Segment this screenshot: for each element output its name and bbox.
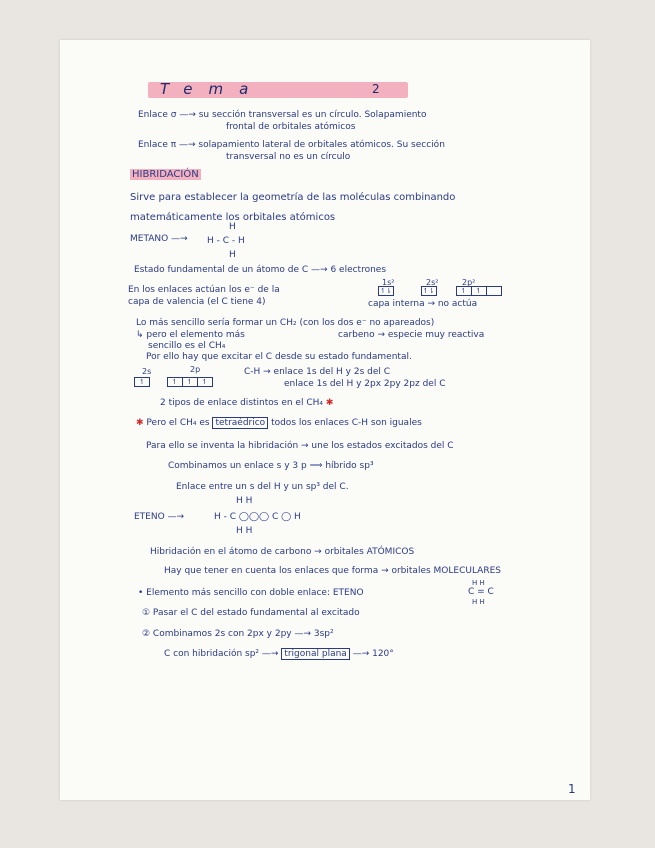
orbital-2s: ↿: [134, 377, 150, 387]
label-2s: 2s: [142, 367, 152, 376]
text-line: carbeno → especie muy reactiva: [338, 330, 485, 340]
methane-bottom: H: [229, 250, 236, 260]
ethene-small-bottom: H H: [472, 598, 485, 606]
text-span: todos los enlaces C-H son iguales: [271, 418, 422, 428]
pi-line-1: Enlace π —→ solapamiento lateral de orbitales atómicos. Su sección: [138, 140, 445, 150]
label-2s: 2s²: [426, 278, 439, 287]
boxed-word: tetraédrico: [212, 417, 268, 429]
text-line: Estado fundamental de un átomo de C —→ 6 electrones: [134, 265, 387, 275]
text-line: matemáticamente los orbitales atómicos: [130, 212, 336, 223]
text-span: C con hibridación sp² —→: [164, 649, 279, 659]
text-line: Hay que tener en cuenta los enlaces que forma → orbitales MOLECULARES: [164, 566, 501, 576]
ethene-bottom: H H: [236, 526, 253, 536]
excited-orbital-boxes: [134, 377, 212, 389]
title-number: 2: [372, 82, 380, 96]
text-span: 2 tipos de enlace distintos en el CH₄: [160, 398, 323, 408]
ground-orbital-boxes: [378, 286, 501, 298]
ethene-small-top: H H: [472, 579, 485, 587]
orbital-2p-y: ↿: [182, 377, 198, 387]
text-line: • Elemento más sencillo con doble enlace: ETENO: [138, 588, 364, 598]
text-line: Enlace entre un s del H y un sp³ del C.: [176, 482, 349, 492]
methane-top: H: [229, 222, 236, 232]
pi-line-2: transversal no es un círculo: [226, 152, 351, 162]
ethene-mid: H - C ◯◯◯ C ◯ H: [214, 512, 301, 522]
sigma-line-1: Enlace σ —→ su sección transversal es un círculo. Solapamiento: [138, 110, 427, 120]
page-number: 1: [568, 782, 576, 796]
text-line: ① Pasar el C del estado fundamental al excitado: [142, 608, 360, 618]
text-line: capa de valencia (el C tiene 4): [128, 297, 266, 307]
label-2p: 2p: [190, 365, 201, 374]
heading-hibridacion: [130, 169, 201, 180]
text-line: C-H → enlace 1s del H y 2s del C: [244, 367, 391, 377]
text-line: Sirve para establecer la geometría de las moléculas combinando: [130, 192, 456, 203]
text-line: Para ello se inventa la hibridación → une los estados excitados del C: [146, 441, 454, 451]
orbital-1s: ↿⇂: [378, 286, 394, 296]
orbital-2p-y: ↿: [471, 286, 487, 296]
text-line: sencillo es el CH₄: [148, 341, 226, 351]
text-line: [160, 398, 333, 409]
label-1s: 1s²: [382, 278, 395, 287]
text-line: Por ello hay que excitar el C desde su estado fundamental.: [146, 352, 412, 362]
text-line: ② Combinamos 2s con 2px y 2py —→ 3sp²: [142, 629, 334, 639]
text-line: Lo más sencillo sería formar un CH₂ (con los dos e⁻ no apareados): [136, 318, 435, 328]
text-line: enlace 1s del H y 2px 2py 2pz del C: [284, 379, 446, 389]
orbital-2p-x: ↿: [456, 286, 472, 296]
text-span: Pero el CH₄ es: [146, 418, 210, 428]
text-line: ↳ pero el elemento más: [136, 330, 245, 340]
text-line: En los enlaces actúan los e⁻ de la: [128, 285, 280, 295]
boxed-word: trigonal plana: [281, 648, 349, 660]
orbital-2p-z: ↿: [197, 377, 213, 387]
eteno-label: ETENO —→: [134, 512, 185, 522]
heading-hibridacion-text: HIBRIDACIÓN: [132, 169, 199, 180]
text-line: [164, 649, 394, 660]
ethene-small-mid: C = C: [468, 587, 494, 597]
text-line: [136, 418, 422, 429]
text-line: Combinamos un enlace s y 3 p ⟹ híbrido sp³: [168, 461, 374, 471]
asterisk-icon: ✱: [136, 418, 144, 428]
metano-label: METANO —→: [130, 234, 188, 244]
orbital-2p-z: [486, 286, 502, 296]
text-line: capa interna → no actúa: [368, 299, 478, 309]
text-line: Hibridación en el átomo de carbono → orbitales ATÓMICOS: [150, 547, 415, 557]
sigma-line-2: frontal de orbitales atómicos: [226, 122, 356, 132]
asterisk-icon: ✱: [325, 398, 334, 408]
ethene-top: H H: [236, 496, 253, 506]
orbital-2p-x: ↿: [167, 377, 183, 387]
label-2p: 2p²: [462, 278, 476, 287]
page-title: Tema: [160, 80, 265, 98]
text-span: —→ 120°: [352, 649, 394, 659]
orbital-2s: ↿⇂: [421, 286, 437, 296]
methane-mid: H - C - H: [207, 236, 245, 246]
